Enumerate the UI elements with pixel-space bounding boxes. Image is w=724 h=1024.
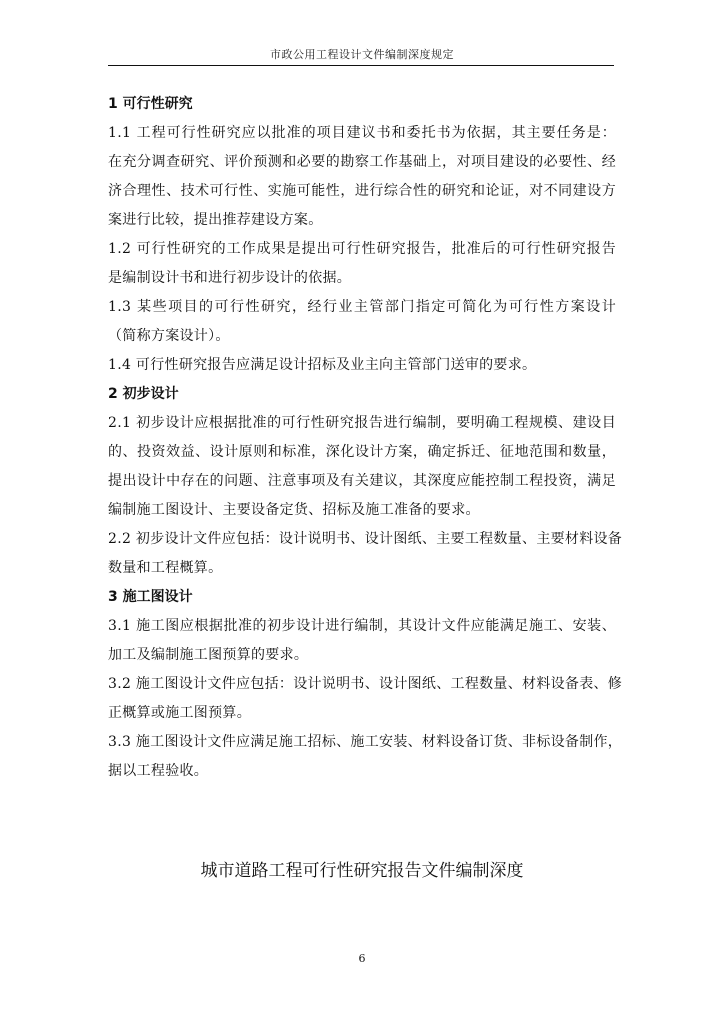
- section-heading-1: 1 可行性研究: [108, 96, 193, 112]
- text-line: 1.3 某些项目的可行性研究，经行业主管部门指定可简化为可行性方案设计: [108, 299, 616, 315]
- text-line: 1.4 可行性研究报告应满足设计招标及业主向主管部门送审的要求。: [108, 357, 537, 373]
- text-line: 1.1 工程可行性研究应以批准的项目建议书和委托书为依据，其主要任务是：: [108, 125, 616, 141]
- text-line: 3.3 施工图设计文件应满足施工招标、施工安装、材料设备订货、非标设备制作，: [108, 734, 623, 750]
- text-line: 济合理性、技术可行性、实施可能性，进行综合性的研究和论证，对不同建设方: [108, 183, 616, 199]
- text-line: 案进行比较，提出推荐建设方案。: [108, 212, 323, 228]
- text-line: 据以工程验收。: [108, 763, 209, 779]
- text-line: 1.2 可行性研究的工作成果是提出可行性研究报告，批准后的可行性研究报告: [108, 241, 616, 257]
- paragraph-1-3: [108, 293, 616, 351]
- paragraph-1-2: [108, 235, 616, 293]
- paragraph-3-2: [108, 670, 623, 728]
- paragraph-2-2: [108, 525, 623, 583]
- text-line: 加工及编制施工图预算的要求。: [108, 647, 309, 663]
- text-line: 3.1 施工图应根据批准的初步设计进行编制，其设计文件应能满足施工、安装、: [108, 618, 616, 634]
- header-rule: [108, 65, 614, 66]
- text-line: 3.2 施工图设计文件应包括：设计说明书、设计图纸、工程数量、材料设备表、修: [108, 676, 623, 692]
- chapter-title: 城市道路工程可行性研究报告文件编制深度: [200, 861, 524, 881]
- paragraph-2-1: [108, 409, 616, 525]
- paragraph-3-3: [108, 728, 623, 786]
- paragraph-1-1: [108, 119, 616, 235]
- text-line: （简称方案设计）。: [108, 328, 230, 344]
- paragraph-1-4: [108, 351, 616, 380]
- section-heading-3: 3 施工图设计: [108, 589, 193, 605]
- document-body: [108, 90, 623, 786]
- text-line: 是编制设计书和进行初步设计的依据。: [108, 270, 352, 286]
- text-line: 的、投资效益、设计原则和标准，深化设计方案，确定拆迁、征地范围和数量，: [108, 444, 616, 460]
- running-header: 市政公用工程设计文件编制深度规定: [270, 48, 454, 61]
- paragraph-3-1: [108, 612, 616, 670]
- text-line: 2.1 初步设计应根据批准的可行性研究报告进行编制，要明确工程规模、建设目: [108, 415, 616, 431]
- text-line: 正概算或施工图预算。: [108, 705, 251, 721]
- section-heading-2: 2 初步设计: [108, 386, 179, 402]
- text-line: 数量和工程概算。: [108, 560, 223, 576]
- page-number: 6: [358, 952, 366, 965]
- text-line: 在充分调查研究、评价预测和必要的勘察工作基础上，对项目建设的必要性、经: [108, 154, 616, 170]
- text-line: 2.2 初步设计文件应包括：设计说明书、设计图纸、主要工程数量、主要材料设备: [108, 531, 623, 547]
- text-line: 编制施工图设计、主要设备定货、招标及施工准备的要求。: [108, 502, 480, 518]
- text-line: 提出设计中存在的问题、注意事项及有关建议，其深度应能控制工程投资，满足: [108, 473, 616, 489]
